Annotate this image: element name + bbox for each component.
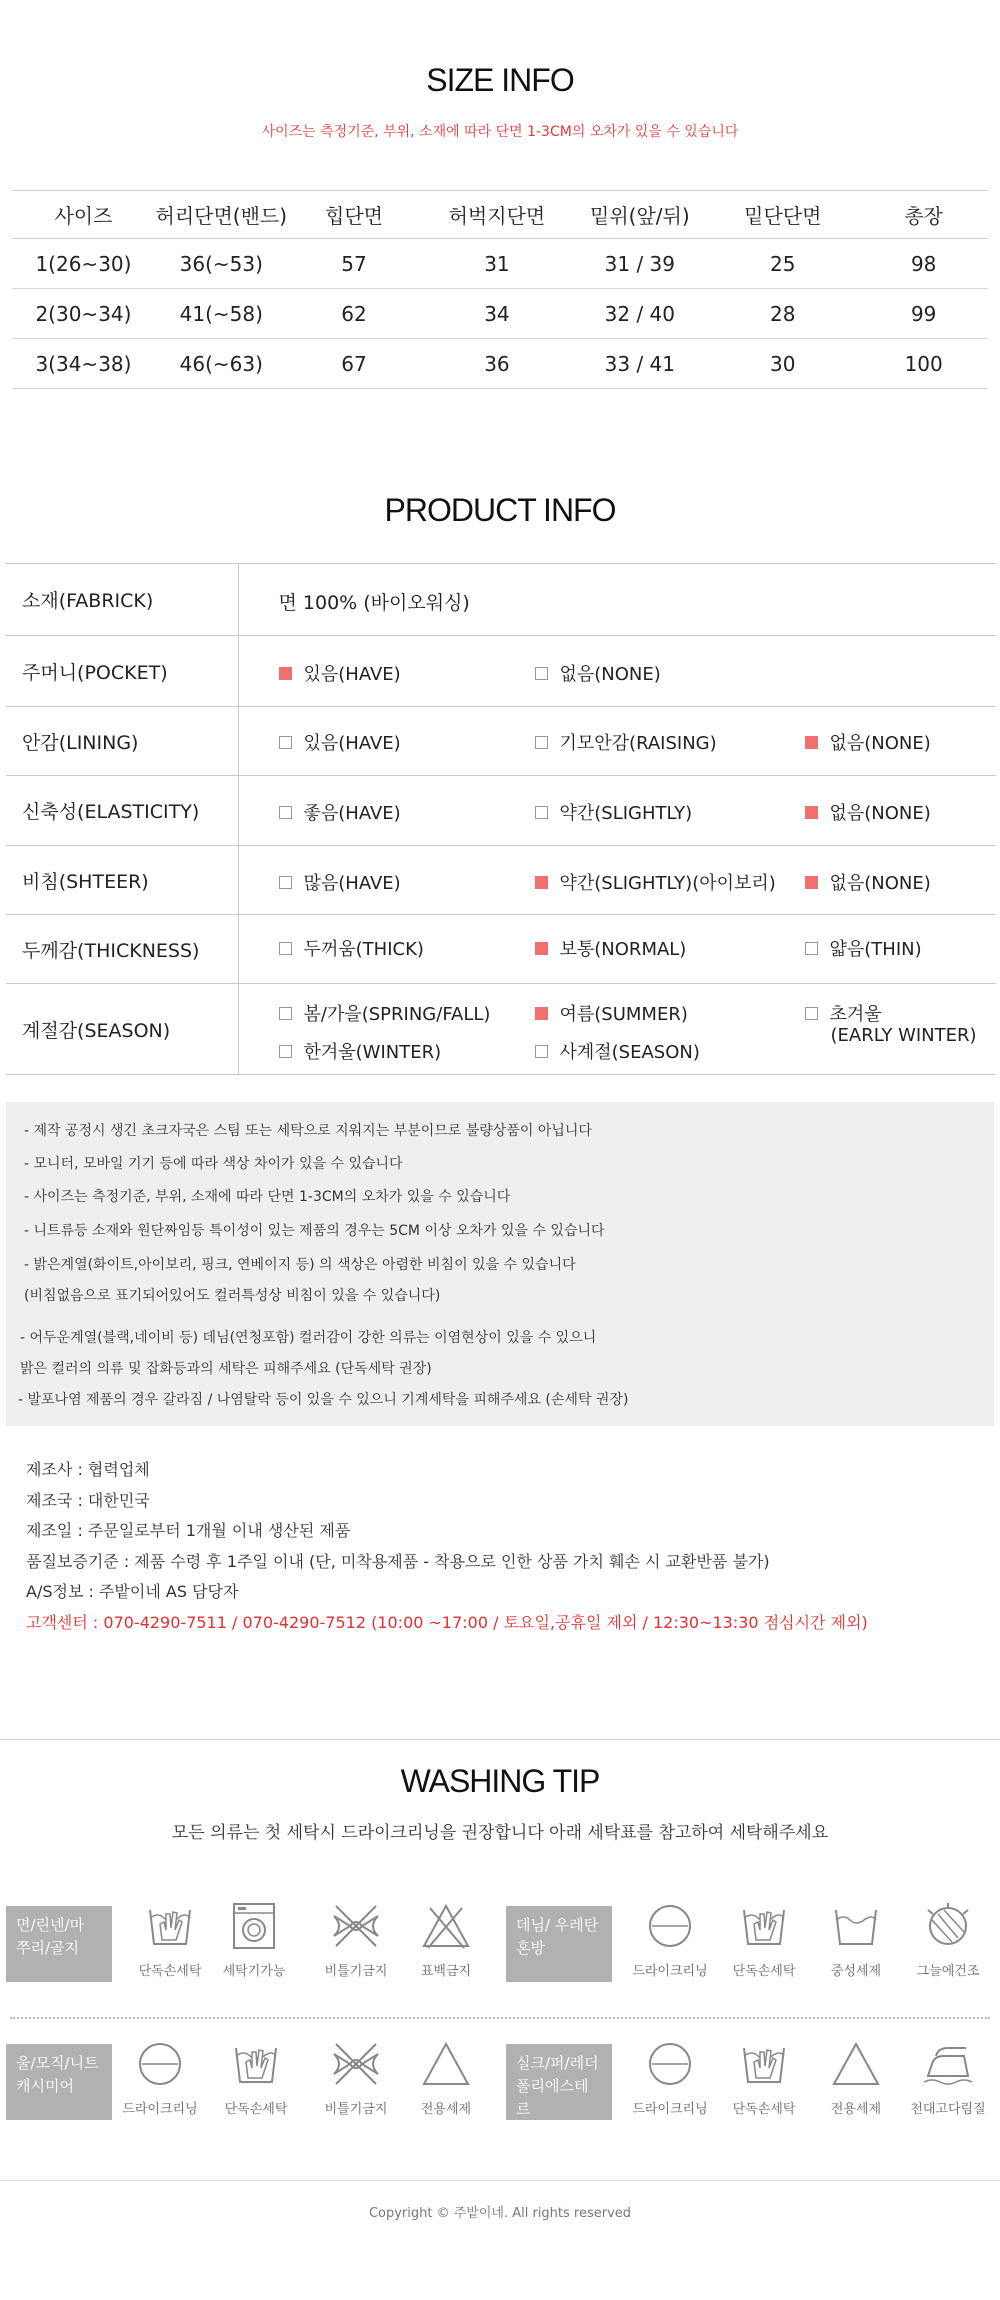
icon-label: 드라이크리닝 [122,2102,198,2117]
size-table-row [12,289,988,339]
special-detergent-icon [806,2038,906,2117]
size-header-cell: 허벅지단면 [420,191,573,239]
pocket-option-have[interactable]: 있음(HAVE) [279,660,401,686]
season-option-winter[interactable]: 한겨울(WINTER) [279,1038,442,1064]
note-line: - 제작 공정시 생긴 초크자국은 스팀 또는 세탁으로 지워지는 부분이므로 불량상품이 아닙니다 [24,1123,592,1139]
size-cell: 3(34~38) [12,339,155,389]
size-header-cell: 사이즈 [12,191,155,239]
season-option-spring-fall[interactable]: 봄/가을(SPRING/FALL) [279,1000,491,1026]
copyright: Copyright © 주밭이네. All rights reserved [368,2206,632,2221]
neutral-detergent-icon [806,1900,906,1979]
hand-wash-icon [714,2038,814,2117]
manufacturer: 제조사 : 협력업체 [26,1460,150,1479]
note-line: 밝은 컬러의 의류 및 잡화등과의 세탁은 피해주세요 (단독세탁 권장) [20,1361,432,1377]
product-info-title: PRODUCT INFO [384,492,616,528]
size-cell: 36 [420,339,573,389]
size-cell: 36(~53) [155,239,288,289]
size-cell: 33 / 41 [573,339,706,389]
pocket-row [6,636,996,707]
pocket-label: 주머니(POCKET) [6,636,238,707]
thickness-option-thin[interactable]: 얇음(THIN) [805,935,922,961]
checkbox-checked-icon [805,806,818,819]
size-table [12,190,988,389]
size-cell: 99 [859,289,988,339]
elasticity-label: 신축성(ELASTICITY) [6,776,238,846]
note-line: - 니트류등 소재와 원단짜임등 특이성이 있는 제품의 경우는 5CM 이상 오차가 있을 수 있습니다 [24,1223,605,1239]
icon-label: 비틀기금지 [324,1964,388,1979]
size-info-note: 사이즈는 측정기준, 부위, 소재에 따라 단면 1-3CM의 오차가 있을 수 있습니다 [261,124,739,140]
thickness-option-thick[interactable]: 두꺼움(THICK) [279,935,424,961]
checkbox-checked-icon [535,942,548,955]
service-center: 고객센터 : 070-4290-7511 / 070-4290-7512 (10:00 ~17:00 / 토요일,공휴일 제외 / 12:30~13:30 점심시간 제외) [26,1612,868,1632]
lining-label: 안감(LINING) [6,707,238,776]
manufacturer-info [26,1455,868,1638]
shade-dry-icon [898,1900,998,1979]
checkbox-checked-icon [805,876,818,889]
icon-label: 단독손세탁 [224,2102,288,2117]
elasticity-option-slightly[interactable]: 약간(SLIGHTLY) [535,799,693,825]
size-cell: 31 [420,239,573,289]
dry-clean-icon [110,2038,210,2117]
wash-category-denim: 데님/ 우레탄 혼방 [506,1906,612,1982]
size-cell: 46(~63) [155,339,288,389]
elasticity-row [6,776,996,846]
size-cell: 62 [288,289,421,339]
size-header-cell: 힙단면 [288,191,421,239]
icon-label: 비틀기금지 [324,2102,388,2117]
dry-clean-icon [620,1900,720,1979]
season-option-all[interactable]: 사계절(SEASON) [535,1038,700,1064]
size-table-row [12,339,988,389]
no-wring-icon [306,1900,406,1979]
manufacture-date: 제조일 : 주문일로부터 1개월 이내 생산된 제품 [26,1521,351,1540]
checkbox-empty-icon [535,667,548,680]
no-wring-icon [306,2038,406,2117]
wash-category-silk: 실크/퍼/레더 폴리에스테르 [506,2044,612,2120]
checkbox-checked-icon [805,736,818,749]
size-cell: 67 [288,339,421,389]
icon-label: 전용세제 [420,2102,472,2117]
size-info-title: SIZE INFO [426,62,574,98]
quality-warranty: 품질보증기준 : 제품 수령 후 1주일 이내 (단, 미착용제품 - 착용으로 인한 상품 가치 훼손 시 교환반품 불가) [26,1551,770,1571]
special-detergent-icon [396,2038,496,2117]
fabric-row [6,564,996,636]
hand-wash-icon [714,1900,814,1979]
season-option-early-winter-en: (EARLY WINTER) [830,1025,977,1046]
checkbox-empty-icon [279,1007,292,1020]
size-header-cell: 총장 [859,191,988,239]
fabric-value: 면 100% (바이오워싱) [278,592,470,614]
season-label: 계절감(SEASON) [6,984,238,1075]
size-cell: 28 [706,289,859,339]
section-divider [0,1739,1000,1740]
checkbox-empty-icon [279,736,292,749]
product-info-table [6,563,996,1075]
no-bleach-icon [396,1900,496,1979]
size-cell: 32 / 40 [573,289,706,339]
icon-label: 전용세제 [830,2102,882,2117]
washing-tip-subtitle: 모든 의류는 첫 세탁시 드라이크리닝을 권장합니다 아래 세탁표를 참고하여 세탁해주세요 [171,1823,829,1843]
size-cell: 1(26~30) [12,239,155,289]
wash-category-cotton: 면/린넨/마 쭈리/골지 [6,1906,112,1982]
size-cell: 2(30~34) [12,289,155,339]
icon-label: 단독손세탁 [732,2102,796,2117]
checkbox-empty-icon [279,942,292,955]
note-line: (비침없음으로 표기되어있어도 컬러특성상 비침이 있을 수 있습니다) [24,1288,441,1304]
size-cell: 100 [859,339,988,389]
thickness-option-normal[interactable]: 보통(NORMAL) [535,935,687,961]
size-header-cell: 밑단단면 [706,191,859,239]
checkbox-empty-icon [279,1045,292,1058]
checkbox-checked-icon [279,667,292,680]
size-header-cell: 밑위(앞/뒤) [573,191,706,239]
size-cell: 98 [859,239,988,289]
checkbox-checked-icon [535,1007,548,1020]
checkbox-empty-icon [279,806,292,819]
season-row [6,984,996,1075]
hand-wash-icon [206,2038,306,2117]
note-line: - 어두운계열(블랙,네이비 등) 데님(연청포함) 컬러감이 강한 의류는 이염현상이 있을 수 있으니 [20,1330,597,1346]
size-cell: 30 [706,339,859,389]
checkbox-empty-icon [535,736,548,749]
iron-with-cloth-icon [898,2038,998,2117]
pocket-option-none[interactable]: 없음(NONE) [535,660,661,686]
sheer-label: 비침(SHTEER) [6,846,238,915]
checkbox-empty-icon [805,942,818,955]
icon-label: 세탁기가능 [222,1964,286,1979]
checkbox-empty-icon [279,876,292,889]
checkbox-empty-icon [805,1007,818,1020]
icon-label: 단독손세탁 [732,1964,796,1979]
country-of-origin: 제조국 : 대한민국 [26,1490,150,1510]
notes-box [6,1102,994,1426]
lining-row [6,707,996,776]
checkbox-empty-icon [535,806,548,819]
icon-label: 드라이크리닝 [632,2102,708,2117]
as-info: A/S정보 : 주밭이네 AS 담당자 [26,1582,239,1601]
section-divider-dotted [10,2017,990,2019]
washing-machine-icon [204,1900,304,1979]
checkbox-checked-icon [535,876,548,889]
size-table-header [12,191,988,239]
icon-label: 표백금지 [420,1964,472,1979]
season-option-early-winter[interactable]: 초겨울 [805,1000,882,1026]
sheer-option-slightly[interactable]: 약간(SLIGHTLY)(아이보리) [535,869,776,895]
thickness-row [6,915,996,984]
fabric-label: 소재(FABRICK) [6,564,238,636]
icon-label: 그늘에건조 [916,1964,980,1979]
size-cell: 34 [420,289,573,339]
lining-option-none[interactable]: 없음(NONE) [805,729,931,755]
icon-label: 단독손세탁 [138,1964,202,1979]
sheer-row [6,846,996,915]
note-line: - 사이즈는 측정기준, 부위, 소재에 따라 단면 1-3CM의 오차가 있을 수 있습니다 [24,1189,511,1205]
thickness-label: 두께감(THICKNESS) [6,915,238,984]
icon-label: 중성세제 [830,1964,882,1979]
checkbox-empty-icon [535,1045,548,1058]
dry-clean-icon [620,2038,720,2117]
size-cell: 31 / 39 [573,239,706,289]
note-line: - 발포나염 제품의 경우 갈라짐 / 나염탈락 등이 있을 수 있으니 기계세탁을 피해주세요 (손세탁 권장) [18,1392,629,1408]
size-header-cell: 허리단면(밴드) [155,191,288,239]
note-line: - 밝은계열(화이트,아이보리, 핑크, 연베이지 등) 의 색상은 아렴한 비침이 있을 수 있습니다 [24,1257,576,1273]
wash-category-wool: 울/모직/니트 캐시미어 [6,2044,112,2120]
lining-option-have[interactable]: 있음(HAVE) [279,729,401,755]
sheer-option-have[interactable]: 많음(HAVE) [279,869,401,895]
icon-label: 드라이크리닝 [632,1964,708,1979]
footer-divider [0,2180,1000,2181]
elasticity-option-have[interactable]: 좋음(HAVE) [279,799,401,825]
washing-tip-title: WASHING TIP [400,1763,600,1799]
icon-label: 천대고다림질 [910,2102,986,2117]
note-line: - 모니터, 모바일 기기 등에 따라 색상 차이가 있을 수 있습니다 [24,1156,403,1172]
lining-option-raising[interactable]: 기모안감(RAISING) [535,729,717,755]
size-cell: 57 [288,239,421,289]
size-cell: 25 [706,239,859,289]
elasticity-option-none[interactable]: 없음(NONE) [805,799,931,825]
season-option-summer[interactable]: 여름(SUMMER) [535,1000,688,1026]
size-cell: 41(~58) [155,289,288,339]
size-table-row [12,239,988,289]
sheer-option-none[interactable]: 없음(NONE) [805,869,931,895]
